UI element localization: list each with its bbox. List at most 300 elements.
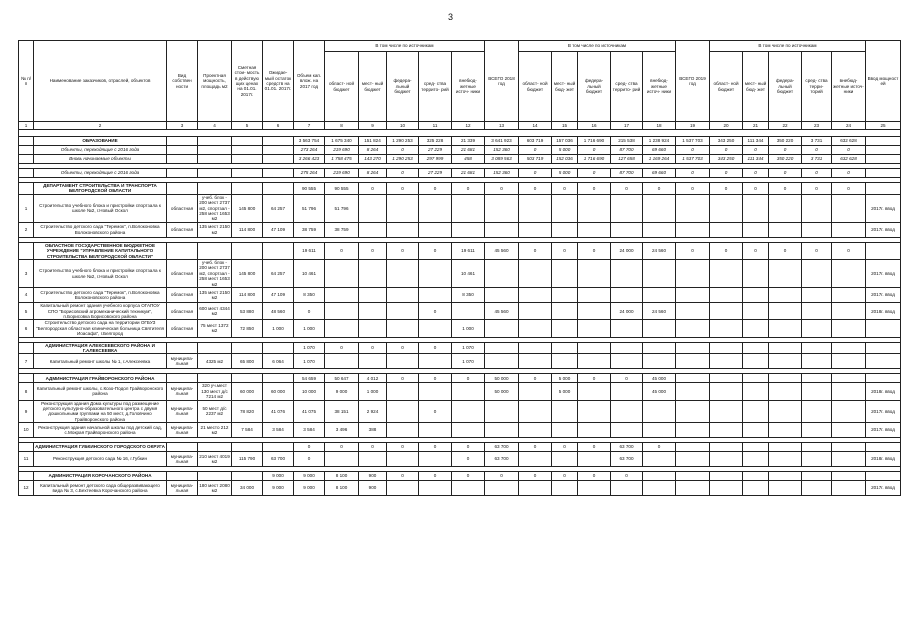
header-src-territory-b: сред- ства террито- рий [611,52,643,122]
header-src-territory: сред- ства террито- рий [419,52,452,122]
table-cell [643,342,676,354]
table-cell: 0 [359,183,387,195]
table-cell [743,452,769,467]
table-cell: 0 [552,242,578,259]
table-cell [769,194,802,222]
column-number: 18 [643,122,676,130]
table-cell: 343 250 [710,155,743,164]
table-cell [676,443,710,452]
table-cell: 151 824 [359,137,387,146]
table-row [19,423,901,438]
object-name: Реконструкция детского сада № 16, г.Губкин [34,452,167,467]
table-cell [832,342,866,354]
table-cell [832,288,866,303]
table-cell [832,443,866,452]
table-cell [832,354,866,369]
table-cell [552,194,578,222]
table-cell [769,383,802,400]
table-cell: 50 000 [485,383,519,400]
table-cell: 210 мест 4019 м2 [198,452,232,467]
object-name: Реконструкция здания Дома культуры под размещение детского культурно-образовательного центра с двумя дошкольными группами на 50 мест, д.Головчино Грайворонского района [34,400,167,423]
table-cell [578,288,611,303]
table-cell: 0 [387,242,419,259]
table-cell: 0 [452,452,485,467]
table-cell [552,423,578,438]
header-remaining: Ожидае- мый остаток средств на 01.01. 2017г. [263,41,294,122]
object-name: Строительство учебного блока и пристройки спортзала к школе №2, г.Новый Оскол [34,260,167,288]
table-cell: 458 [452,155,485,164]
table-cell [743,481,769,496]
table-cell: 1 716 690 [578,155,611,164]
table-cell: областная [167,288,198,303]
table-cell: областная [167,222,198,237]
table-cell [387,423,419,438]
object-name: Реконструкция здания начальной школы под детский сад, с.Мокрая Грайворонского района [34,423,167,438]
table-cell: 4325 м2 [198,354,232,369]
table-cell [710,222,743,237]
table-cell: 1 070 [452,354,485,369]
table-cell: 0 [611,374,643,383]
table-cell [552,303,578,320]
table-cell: 0 [802,146,832,155]
table-cell [832,383,866,400]
column-number: 20 [710,122,743,130]
table-cell [802,320,832,337]
table-cell [578,383,611,400]
table-cell: 900 [359,472,387,481]
table-cell [832,452,866,467]
table-cell [325,452,359,467]
table-cell: 0 [769,146,802,155]
section-row [19,137,901,146]
table-cell: 1 070 [452,342,485,354]
table-cell: 54 659 [294,374,325,383]
table-cell: 0 [802,169,832,178]
table-cell [743,194,769,222]
header-input: Ввод мощност ей [866,41,901,122]
table-cell [263,137,294,146]
table-cell [802,222,832,237]
table-cell [359,452,387,467]
table-cell [769,374,802,383]
table-cell [802,354,832,369]
table-cell [419,423,452,438]
table-cell [552,342,578,354]
row-number [19,146,34,155]
table-cell [167,472,198,481]
table-cell [676,374,710,383]
table-cell: 0 [519,146,552,155]
table-cell: 24 000 [611,242,643,259]
header-name: Наименование заказчиков, отраслей, объектов [34,41,167,122]
row-number: 6 [19,320,34,337]
table-cell [359,354,387,369]
object-name: АДМИНИСТРАЦИЯ КОРОЧАНСКОГО РАЙОНА [34,472,167,481]
table-cell: 8 350 [294,288,325,303]
table-cell: 0 [387,472,419,481]
table-cell [578,354,611,369]
table-cell [769,354,802,369]
table-cell: 143 270 [359,155,387,164]
table-cell [832,320,866,337]
table-row [19,194,901,222]
table-cell: 45 000 [643,374,676,383]
table-cell [485,194,519,222]
row-number: 7 [19,354,34,369]
table-cell [743,383,769,400]
table-cell: 65 800 [232,354,263,369]
table-cell [167,443,198,452]
table-cell: 0 [452,374,485,383]
column-number: 5 [232,122,263,130]
section-row [19,242,901,259]
table-cell: 152 036 [552,155,578,164]
table-cell [643,260,676,288]
table-cell: 69 660 [643,169,676,178]
input-year: 2018г. ввод [866,383,901,400]
table-cell: 45 560 [485,303,519,320]
table-cell [832,194,866,222]
table-cell [710,443,743,452]
table-cell: 114 800 [232,222,263,237]
row-number [19,169,34,178]
table-cell: 157 036 [552,137,578,146]
input-year: 2017г. ввод [866,400,901,423]
table-cell [769,472,802,481]
table-cell: 0 [832,242,866,259]
input-year: 2018г. ввод [866,452,901,467]
object-name: Капитальный ремонт школы № 1, г.Алексеевка [34,354,167,369]
table-cell [387,260,419,288]
table-cell [552,288,578,303]
table-row [19,303,901,320]
object-name: АДМИНИСТРАЦИЯ АЛЕКСЕЕВСКОГО РАЙОНА И Г.АЛЕКСЕЕВКА [34,342,167,354]
table-cell: 0 [325,342,359,354]
table-cell [643,194,676,222]
table-cell [519,320,552,337]
table-cell [552,481,578,496]
table-cell [387,288,419,303]
object-name: Строительство детского сада "Теремок", п.Волоконовка Волоконовского района [34,222,167,237]
object-name: Капитальный ремонт школы, с.Козо-Подол Грайворонского района [34,383,167,400]
input-year: 2017г. ввод [866,222,901,237]
table-cell [743,472,769,481]
column-number: 6 [263,122,294,130]
table-cell: 3 641 923 [485,137,519,146]
table-cell: 87 700 [611,169,643,178]
table-cell: 63 700 [611,443,643,452]
column-number: 4 [198,122,232,130]
section-row [19,342,901,354]
object-name: Вновь начинаемые объекты [34,155,167,164]
column-number: 1 [19,122,34,130]
table-cell [359,260,387,288]
table-cell [743,320,769,337]
table-cell [419,383,452,400]
table-cell: 0 [387,443,419,452]
table-cell: 0 [419,374,452,383]
header-row-1 [19,41,901,52]
table-cell [387,452,419,467]
table-cell: 145 800 [232,260,263,288]
table-cell: 5 000 [552,383,578,400]
table-cell [578,222,611,237]
table-cell: 1 537 703 [676,137,710,146]
table-cell [485,481,519,496]
row-number: 8 [19,383,34,400]
table-cell: 1 000 [452,320,485,337]
table-cell [802,400,832,423]
table-cell: 51 796 [325,194,359,222]
table-cell [643,288,676,303]
row-number [19,183,34,195]
table-cell: 50 мест д/с 2237 м2 [198,400,232,423]
table-cell: 0 [452,443,485,452]
table-cell [578,342,611,354]
header-capacity: Проектная мощность, площадь м2 [198,41,232,122]
column-number: 22 [769,122,802,130]
column-number: 2 [34,122,167,130]
table-cell [832,374,866,383]
table-cell: 1 290 253 [387,137,419,146]
table-cell: 0 [578,472,611,481]
header-sources-2017: В том числе по источникам [325,41,485,52]
table-cell [325,260,359,288]
table-cell: 0 [832,146,866,155]
input-year [866,443,901,452]
header-src-territory-c: сред- ства терри- торий [802,52,832,122]
header-investment-2017: Объем кап. влож. на 2017 год [294,41,325,122]
column-number: 19 [676,122,710,130]
table-cell: 63 700 [263,452,294,467]
input-year: 2017г. ввод [866,288,901,303]
table-cell: 0 [359,443,387,452]
table-cell: 219 690 [325,169,359,178]
table-cell [802,288,832,303]
table-cell [232,146,263,155]
table-cell: 47 109 [263,288,294,303]
table-cell: 0 [676,146,710,155]
table-cell [419,288,452,303]
table-cell [710,303,743,320]
row-number [19,342,34,354]
table-cell: 21 место 212 м2 [198,423,232,438]
table-cell: 180 мест 2080 м2 [198,481,232,496]
table-cell: 9 000 [263,481,294,496]
table-row [19,383,901,400]
table-cell: муниципа- льная [167,481,198,496]
table-cell: 0 [419,472,452,481]
table-cell: 0 [676,183,710,195]
table-cell [802,383,832,400]
table-cell [743,303,769,320]
table-cell [198,242,232,259]
table-cell [710,374,743,383]
table-cell [832,423,866,438]
table-cell [485,354,519,369]
table-cell [519,400,552,423]
table-cell: 8 100 [325,472,359,481]
table-cell: 19 611 [294,242,325,259]
table-cell: 48 560 [263,303,294,320]
table-cell: 0 [294,443,325,452]
table-cell [485,288,519,303]
table-cell [676,354,710,369]
column-number: 7 [294,122,325,130]
table-cell [519,423,552,438]
table-cell [167,155,198,164]
row-number: 1 [19,194,34,222]
table-cell: 0 [552,183,578,195]
table-cell [452,423,485,438]
table-cell [611,423,643,438]
table-cell [611,260,643,288]
table-cell: 503 719 [519,155,552,164]
table-cell [359,288,387,303]
table-cell [802,423,832,438]
table-cell: 0 [710,183,743,195]
table-cell [643,400,676,423]
table-cell: 0 [743,146,769,155]
table-cell [387,354,419,369]
table-cell: 0 [578,374,611,383]
table-cell: 45 560 [485,242,519,259]
table-cell [552,452,578,467]
table-cell [611,354,643,369]
table-cell: 10 461 [294,260,325,288]
table-cell [676,452,710,467]
header-src-regional-c: област- ной бюджет [710,52,743,122]
table-cell [832,260,866,288]
table-cell [419,481,452,496]
table-cell: 145 800 [232,194,263,222]
table-cell [387,400,419,423]
table-cell [198,443,232,452]
table-cell: 0 [769,183,802,195]
column-number: 13 [485,122,519,130]
table-cell: 127 658 [611,155,643,164]
table-cell: 21 339 [452,137,485,146]
summary-row [19,155,901,164]
table-cell: 45 000 [643,383,676,400]
table-cell [485,400,519,423]
table-cell: 90 555 [325,183,359,195]
table-cell [611,342,643,354]
table-cell: муниципа- льная [167,354,198,369]
table-cell: 115 790 [232,452,263,467]
table-cell: 41 076 [263,400,294,423]
row-number [19,472,34,481]
table-cell [710,260,743,288]
table-cell: 34 000 [232,481,263,496]
header-src-local: мест- ный бюджет [359,52,387,122]
table-cell: 3 266 423 [294,155,325,164]
table-cell: 5 000 [552,146,578,155]
table-cell [452,400,485,423]
table-cell [676,383,710,400]
table-cell: 0 [611,183,643,195]
column-number: 8 [325,122,359,130]
table-cell: 0 [419,303,452,320]
table-cell: 9 000 [294,472,325,481]
table-cell: 8 264 [359,169,387,178]
table-cell: 152 360 [485,146,519,155]
table-cell: 1 290 253 [387,155,419,164]
table-cell [676,288,710,303]
table-cell [578,400,611,423]
table-cell: 0 [419,342,452,354]
table-cell [419,354,452,369]
table-cell [519,452,552,467]
table-cell [519,481,552,496]
table-cell: 8 100 [325,481,359,496]
table-cell: 41 075 [294,400,325,423]
table-cell: 0 [519,443,552,452]
table-cell: 0 [710,169,743,178]
table-cell [710,383,743,400]
table-cell [710,423,743,438]
table-cell: 38 759 [294,222,325,237]
table-cell [832,481,866,496]
column-number: 9 [359,122,387,130]
input-year [866,342,901,354]
table-cell [263,374,294,383]
object-name: Капитальный ремонт детского сада общеразвивающего вида № 3, с.Бехтеевка Корочанского района [34,481,167,496]
table-cell: 0 [578,146,611,155]
table-cell [485,342,519,354]
table-cell: 3 563 754 [294,137,325,146]
table-cell: 87 700 [611,146,643,155]
object-name: ОБЛАСТНОЕ ГОСУДАРСТВЕННОЕ БЮДЖЕТНОЕ УЧРЕЖДЕНИЕ "УПРАВЛЕНИЕ КАПИТАЛЬНОГО СТРОИТЕЛЬСТВА БЕЛГОРОДСКОЙ ОБЛАСТИ" [34,242,167,259]
table-cell [519,194,552,222]
column-number: 14 [519,122,552,130]
table-cell: 27 229 [419,169,452,178]
table-cell [387,481,419,496]
table-cell: муниципа- льная [167,452,198,467]
table-cell: 0 [359,242,387,259]
table-cell: 0 [710,146,743,155]
table-cell [611,320,643,337]
row-number [19,155,34,164]
table-cell [263,342,294,354]
table-cell [387,320,419,337]
table-cell [578,303,611,320]
table-cell: областная [167,260,198,288]
table-cell: 0 [325,242,359,259]
table-cell: 111 344 [743,155,769,164]
table-cell: 1 716 690 [578,137,611,146]
table-cell [198,155,232,164]
table-cell [769,320,802,337]
table-cell: 0 [519,374,552,383]
table-cell: 24 000 [611,303,643,320]
table-cell [743,423,769,438]
table-cell: 603 719 [519,137,552,146]
table-cell: 135 мест 2150 м2 [198,222,232,237]
row-number: 11 [19,452,34,467]
table-cell: 0 [387,183,419,195]
column-number: 25 [866,122,901,130]
table-cell [743,260,769,288]
table-cell [676,260,710,288]
table-cell [769,260,802,288]
table-cell [552,260,578,288]
table-row [19,222,901,237]
table-cell [743,374,769,383]
table-cell [802,303,832,320]
table-cell [167,146,198,155]
table-cell: 0 [769,242,802,259]
